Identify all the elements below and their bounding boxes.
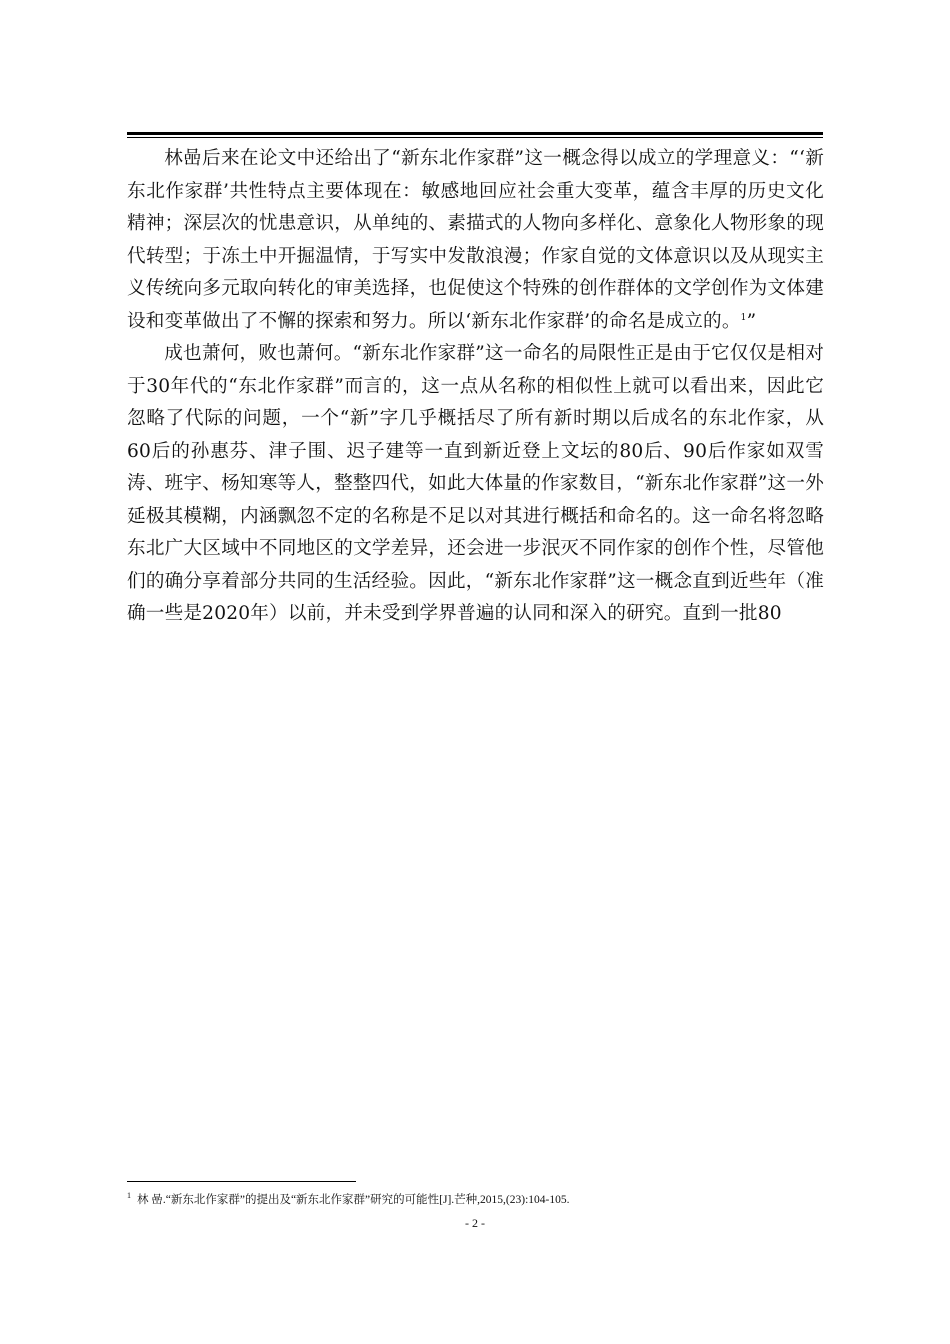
- paragraph-1-text: 林喦后来在论文中还给出了“新东北作家群”这一概念得以成立的学理意义：“‘新东北作家群’共性特点主要体现在：敏感地回应社会重大变革，蕴含丰厚的历史文化精神；深层次的忧患意识，从单纯的、素描式的人物向多样化、意象化人物形象的现代转型；于冻土中开掘温情，于写实中发散浪漫；作家自觉的文体意识以及从现实主义传统向多元取向转化的审美选择，也促使这个特殊的创作群体的文学创作为文体建设和变革做出了不懈的探索和努力。所以‘新东北作家群’的命名是成立的。: [127, 148, 824, 332]
- header-rule: [127, 132, 823, 138]
- footnote: [127, 1192, 827, 1208]
- closing-quote: ”: [746, 310, 757, 332]
- page-number: - 2 -: [465, 1216, 485, 1230]
- footnote-text: 林 喦.“新东北作家群”的提出及“新东北作家群”研究的可能性[J].芒种,2015,(23):104-105.: [137, 1194, 570, 1206]
- paragraph-quote: [127, 143, 824, 338]
- paragraph-critique: [127, 338, 824, 631]
- footnote-ref[interactable]: 1: [740, 312, 747, 323]
- body-text: [127, 143, 824, 631]
- footnote-separator: [127, 1181, 356, 1182]
- footnote-mark: 1: [127, 1191, 131, 1201]
- paragraph-2-text: 成也萧何，败也萧何。“新东北作家群”这一命名的局限性正是由于它仅仅是相对于30年代的“东北作家群”而言的，这一点从名称的相似性上就可以看出来，因此它忽略了代际的问题，一个“新”字几乎概括尽了所有新时期以后成名的东北作家，从60后的孙惠芬、津子围、迟子建等一直到新近登上文坛的80后、90后作家如双雪涛、班宇、杨知寒等人，整整四代，如此大体量的作家数目，“新东北作家群”这一外延极其模糊，内涵飘忽不定的名称是不足以对其进行概括和命名的。这一命名将忽略东北广大区域中不同地区的文学差异，还会进一步泯灭不同作家的创作个性，尽管他们的确分享着部分共同的生活经验。因此，“新东北作家群”这一概念直到近些年（准确一些是2020年）以前，并未受到学界普遍的认同和深入的研究。直到一批80: [127, 343, 824, 624]
